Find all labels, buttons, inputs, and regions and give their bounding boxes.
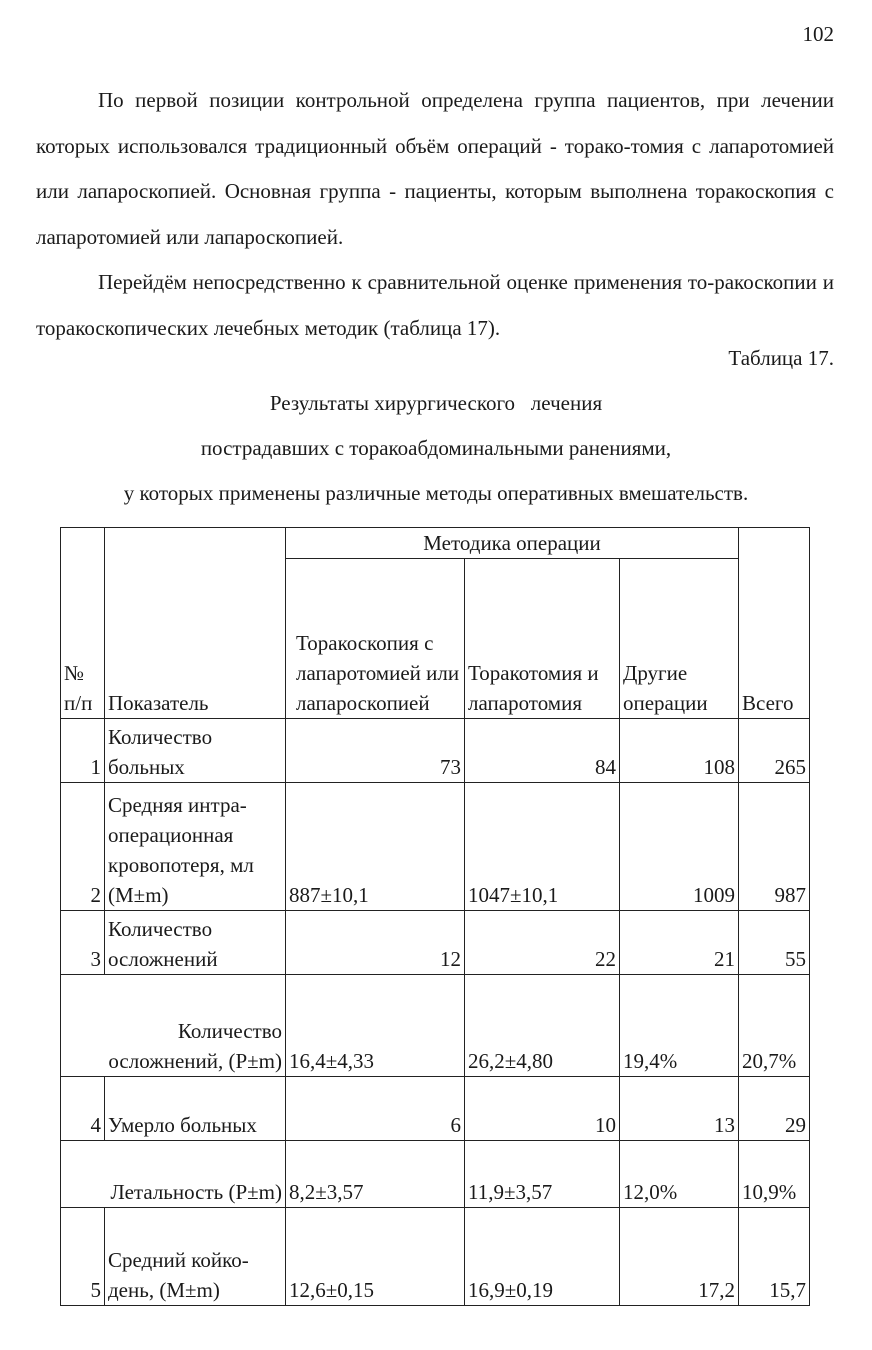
- cell-method-1: 16,4±4,33: [286, 975, 465, 1077]
- table-row: [61, 783, 810, 911]
- cell-method-3: 1009: [620, 783, 739, 911]
- page-number: 102: [802, 22, 834, 46]
- row-label: Средняя интра-операционная кровопотеря, мл (M±m): [105, 783, 286, 911]
- table-caption-line-2: пострадавших с торакоабдоминальными ранениями,: [200, 436, 672, 460]
- cell-method-1: 12: [286, 911, 465, 975]
- header-indicator: Показатель: [105, 528, 286, 719]
- table-row: [61, 719, 810, 783]
- cell-total: 987: [739, 783, 810, 911]
- cell-method-3: 108: [620, 719, 739, 783]
- cell-method-3: 17,2: [620, 1208, 739, 1306]
- cell-method-1: 12,6±0,15: [286, 1208, 465, 1306]
- cell-method-1: 6: [286, 1077, 465, 1141]
- row-num: 3: [61, 911, 105, 975]
- cell-method-2: 84: [465, 719, 620, 783]
- row-label: Средний койко-день, (M±m): [105, 1208, 286, 1306]
- cell-method-2: 10: [465, 1077, 620, 1141]
- cell-method-2: 22: [465, 911, 620, 975]
- cell-method-3: 12,0%: [620, 1141, 739, 1208]
- header-group-method: Методика операции: [286, 528, 739, 559]
- cell-total: 265: [739, 719, 810, 783]
- paragraph-2: Перейдём непосредственно к сравнительной оценке применения то-ракоскопии и торакоскопических лечебных методик (таблица 17).: [36, 270, 834, 340]
- table-header-row: [61, 528, 810, 559]
- cell-total: 15,7: [739, 1208, 810, 1306]
- table-row: [61, 911, 810, 975]
- table-row: [61, 1141, 810, 1208]
- header-num: № п/п: [61, 528, 105, 719]
- header-total: Всего: [739, 528, 810, 719]
- row-num: 5: [61, 1208, 105, 1306]
- header-method-1: Торакоскопия с лапаротомией или лапароскопией: [286, 559, 465, 719]
- cell-total: 29: [739, 1077, 810, 1141]
- row-label: Количество осложнений, (P±m): [61, 975, 286, 1077]
- cell-method-3: 21: [620, 911, 739, 975]
- cell-total: 10,9%: [739, 1141, 810, 1208]
- row-label: Количество больных: [105, 719, 286, 783]
- cell-method-2: 11,9±3,57: [465, 1141, 620, 1208]
- cell-method-1: 73: [286, 719, 465, 783]
- row-num: 4: [61, 1077, 105, 1141]
- table-row: [61, 975, 810, 1077]
- table-caption-line-1: Результаты хирургического лечения: [269, 391, 603, 415]
- cell-method-3: 13: [620, 1077, 739, 1141]
- row-label: Летальность (P±m): [61, 1141, 286, 1208]
- row-num: 1: [61, 719, 105, 783]
- table-row: [61, 1077, 810, 1141]
- cell-method-2: 26,2±4,80: [465, 975, 620, 1077]
- cell-total: 55: [739, 911, 810, 975]
- row-label: Количество осложнений: [105, 911, 286, 975]
- results-table: [60, 527, 810, 1306]
- cell-method-1: 8,2±3,57: [286, 1141, 465, 1208]
- cell-method-2: 16,9±0,19: [465, 1208, 620, 1306]
- paragraph-1: По первой позиции контрольной определена группа пациентов, при лечении которых использовался традиционный объём операций - торако-томия с лапаротомией или лапароскопией. Основная группа - пациенты, которым выполнена торакоскопия с лапаротомией или лапароскопией.: [36, 88, 834, 249]
- cell-total: 20,7%: [739, 975, 810, 1077]
- header-method-3: Другие операции: [620, 559, 739, 719]
- cell-method-2: 1047±10,1: [465, 783, 620, 911]
- row-label: Умерло больных: [105, 1077, 286, 1141]
- header-method-2: Торакотомия и лапаротомия: [465, 559, 620, 719]
- row-num: 2: [61, 783, 105, 911]
- table-row: [61, 1208, 810, 1306]
- cell-method-1: 887±10,1: [286, 783, 465, 911]
- table-label: Таблица 17.: [728, 346, 834, 370]
- table-caption-line-3: у которых применены различные методы оперативных вмешательств.: [123, 481, 749, 505]
- cell-method-3: 19,4%: [620, 975, 739, 1077]
